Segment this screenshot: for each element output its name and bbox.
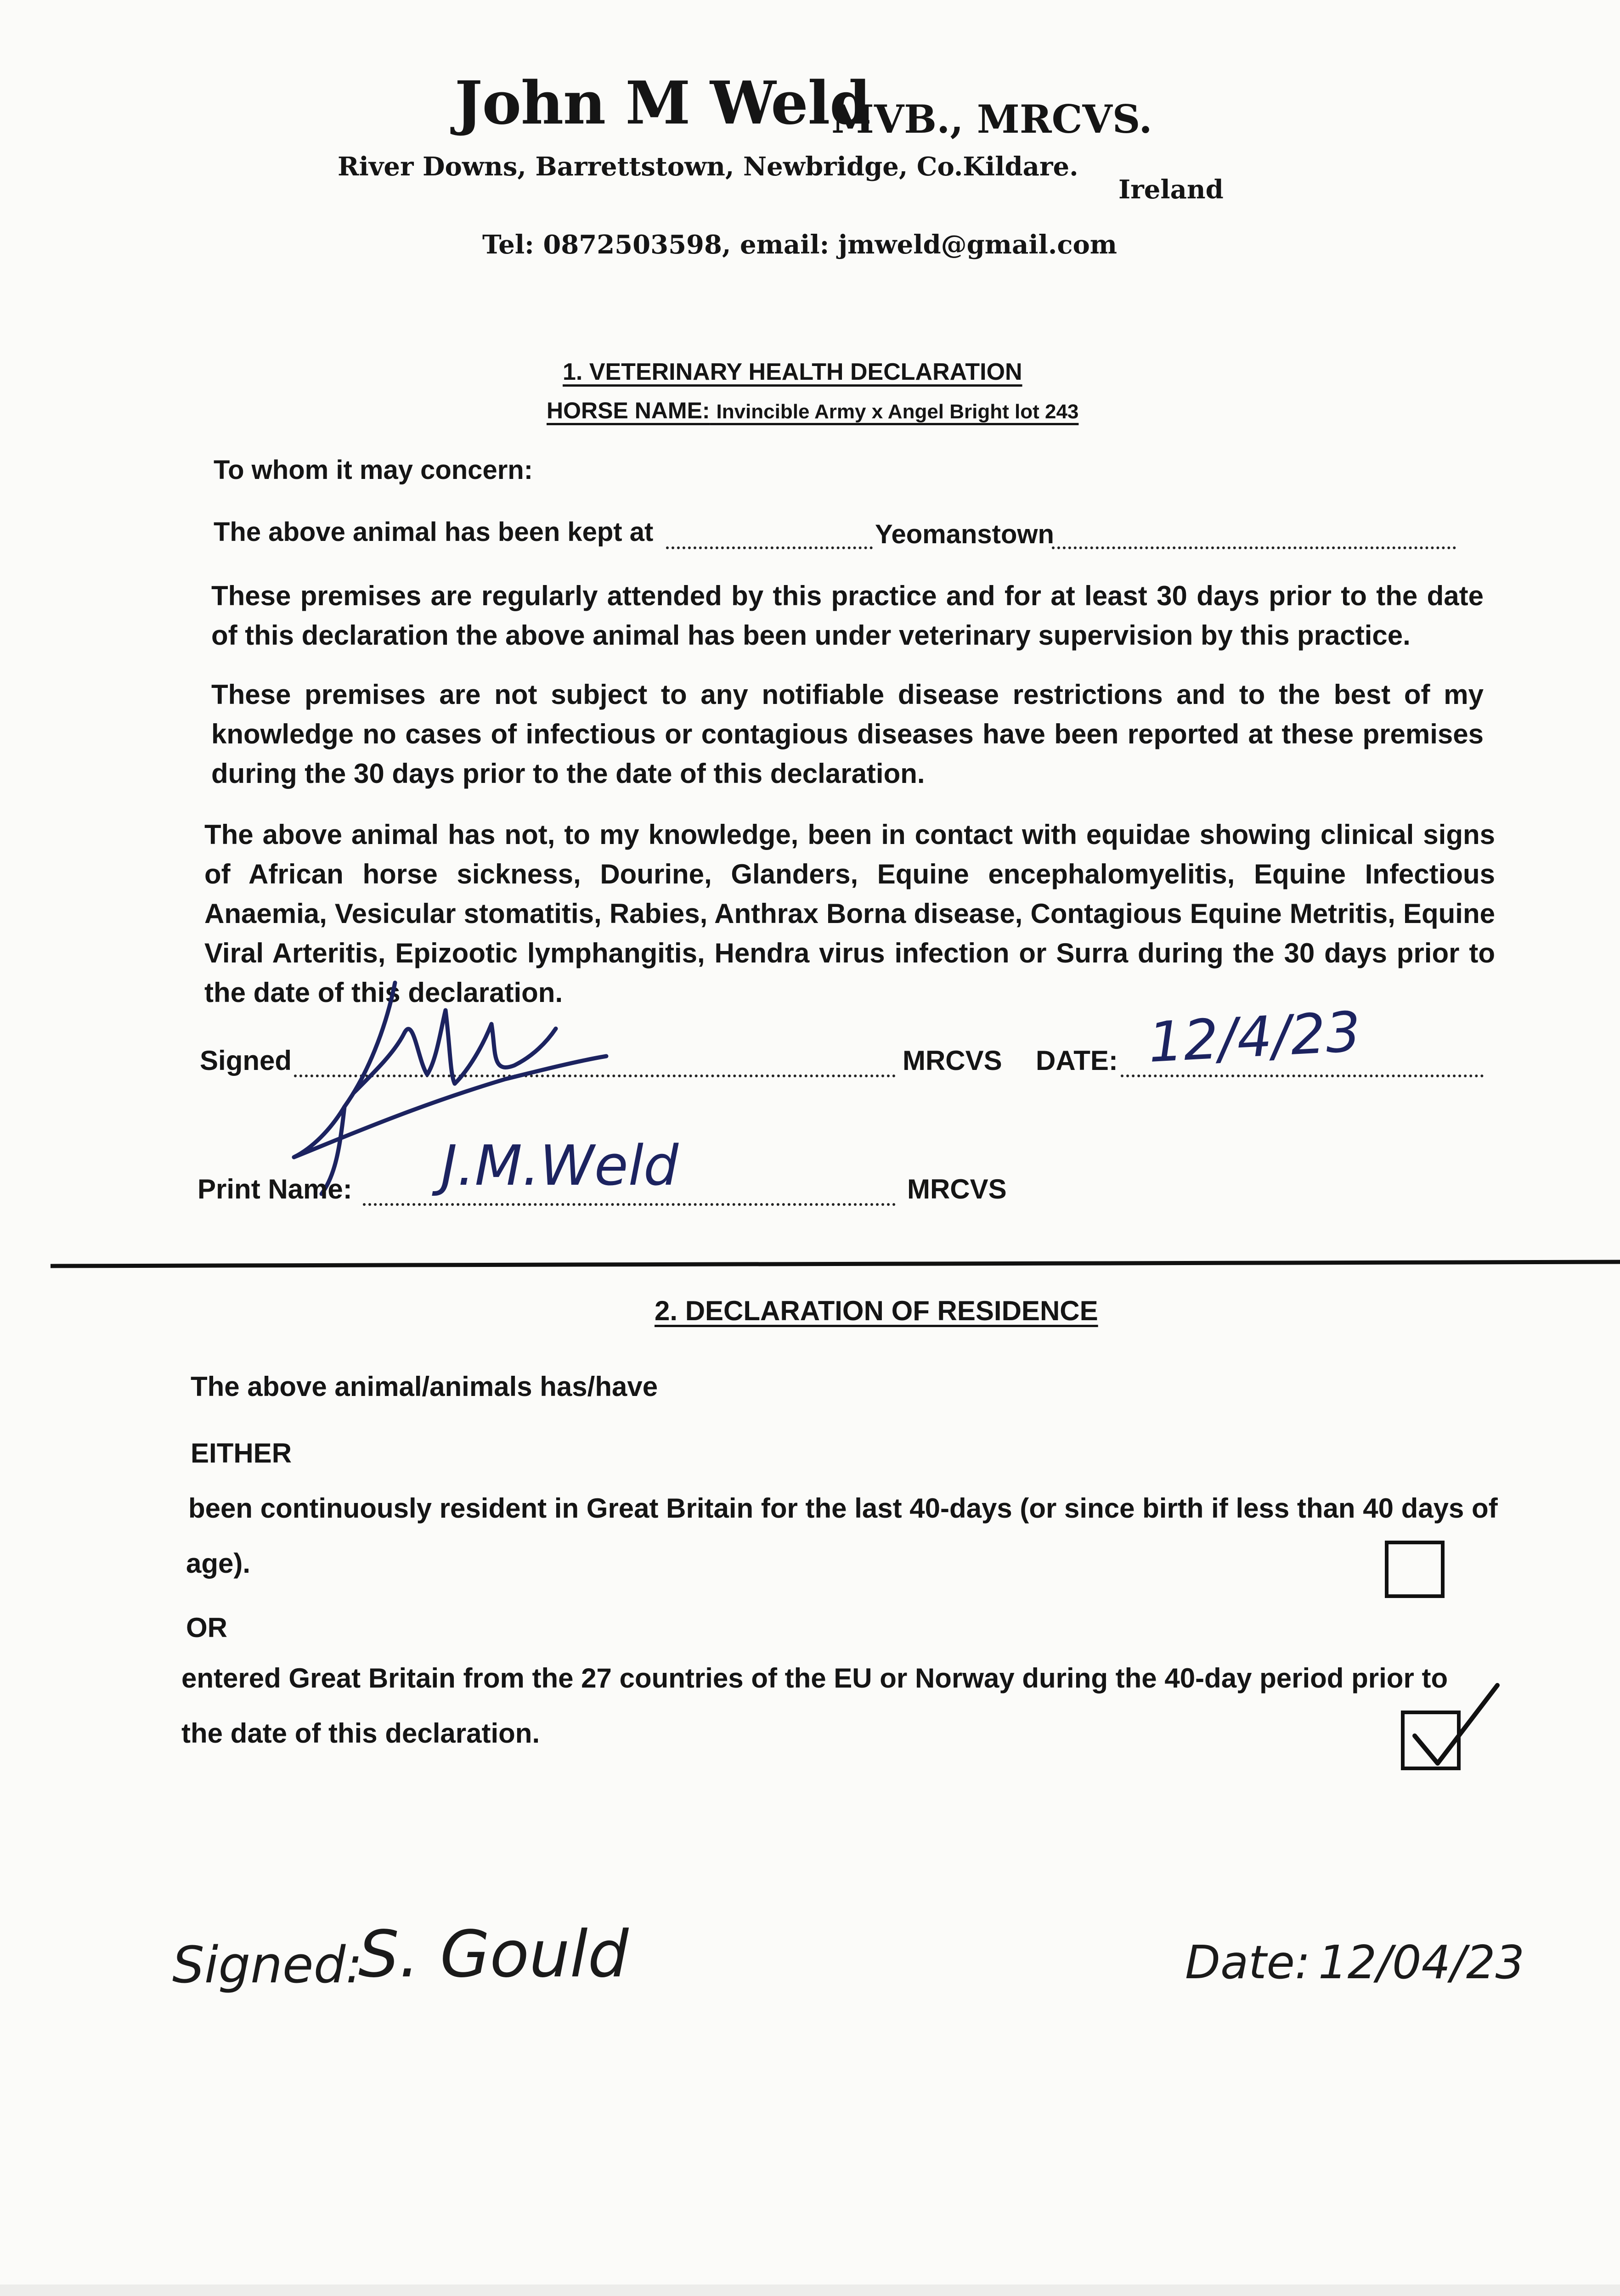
print-name-label: Print Name: bbox=[198, 1174, 352, 1204]
footer-signed-label: Signed: bbox=[172, 1936, 363, 1994]
kept-at-dots-left bbox=[666, 546, 873, 549]
date-label: DATE: bbox=[1036, 1045, 1118, 1076]
kept-at-label: The above animal has been kept at bbox=[214, 517, 654, 547]
print-name-mrcvs: MRCVS bbox=[907, 1174, 1007, 1204]
letterhead-contact: Tel: 0872503598, email: jmweld@gmail.com bbox=[482, 230, 1118, 260]
footer-signed-value: S. Gould bbox=[358, 1917, 629, 1992]
or-label: OR bbox=[186, 1612, 227, 1643]
letterhead-address: River Downs, Barrettstown, Newbridge, Co.Kildare. bbox=[338, 152, 1078, 182]
section-divider bbox=[51, 1260, 1620, 1268]
footer-date-label: Date: bbox=[1185, 1936, 1310, 1989]
supervision-paragraph: These premises are regularly attended by this practice and for at least 30 days prior to the date of this declaration the above animal has been under veterinary supervision by this practice. bbox=[211, 580, 1484, 651]
letterhead-name: John M Weld bbox=[455, 69, 870, 138]
contact-paragraph: The above animal has not, to my knowledge, been in contact with equidae showing clinical signs of African horse sickness, Dourine, Glanders, Equine encephalomyelitis, Equine Infectious Anaemia, Vesicular stomatitis, Rabies, Anthrax Borna disease, Contagious Equine Metritis, Equine Viral Arteritis, Epizootic lymphangitis, Hendra virus infection or Surra during the 30 days prior to the date of this declaration. bbox=[204, 819, 1495, 1008]
option2-line1: entered Great Britain from the 27 countries of the EU or Norway during the 40-day period prior to bbox=[181, 1663, 1448, 1694]
footer-date-value: 12/04/23 bbox=[1318, 1936, 1525, 1989]
section1-title: 1. VETERINARY HEALTH DECLARATION bbox=[563, 359, 1022, 385]
kept-at-dots-right bbox=[1052, 546, 1456, 549]
section2-title: 2. DECLARATION OF RESIDENCE bbox=[655, 1295, 1098, 1326]
print-name-handwritten: J.M.Weld bbox=[441, 1134, 679, 1198]
option1-line1: been continuously resident in Great Britain for the last 40-days (or since birth if less than 40 days of bbox=[188, 1493, 1498, 1524]
salutation: To whom it may concern: bbox=[214, 455, 533, 485]
checkmark-icon bbox=[1406, 1681, 1507, 1773]
letterhead-country: Ireland bbox=[1118, 174, 1224, 205]
date-dots bbox=[1121, 1075, 1484, 1077]
option1-checkbox[interactable] bbox=[1385, 1541, 1445, 1598]
signed-mrcvs: MRCVS bbox=[903, 1045, 1002, 1076]
signed-label: Signed bbox=[200, 1045, 292, 1076]
horse-name-label: HORSE NAME: bbox=[547, 398, 710, 423]
date-handwritten: 12/4/23 bbox=[1146, 1000, 1362, 1075]
print-name-dots bbox=[363, 1203, 896, 1206]
scan-bottom-edge bbox=[0, 2285, 1620, 2296]
restrictions-paragraph: These premises are not subject to any notifiable disease restrictions and to the best of my knowledge no cases of infectious or contagious diseases have been reported at these premises during the 30 days prior to the date of this declaration. bbox=[211, 679, 1484, 789]
either-label: EITHER bbox=[191, 1438, 292, 1469]
kept-at-value: Yeomanstown bbox=[875, 519, 1054, 549]
horse-name-line bbox=[547, 397, 1078, 424]
residence-intro: The above animal/animals has/have bbox=[191, 1371, 658, 1402]
letterhead-qualifications: MVB., MRCVS. bbox=[831, 96, 1152, 142]
horse-name-value: Invincible Army x Angel Bright lot 243 bbox=[716, 400, 1079, 423]
option1-line2: age). bbox=[186, 1548, 251, 1579]
option2-line2: the date of this declaration. bbox=[181, 1718, 540, 1749]
